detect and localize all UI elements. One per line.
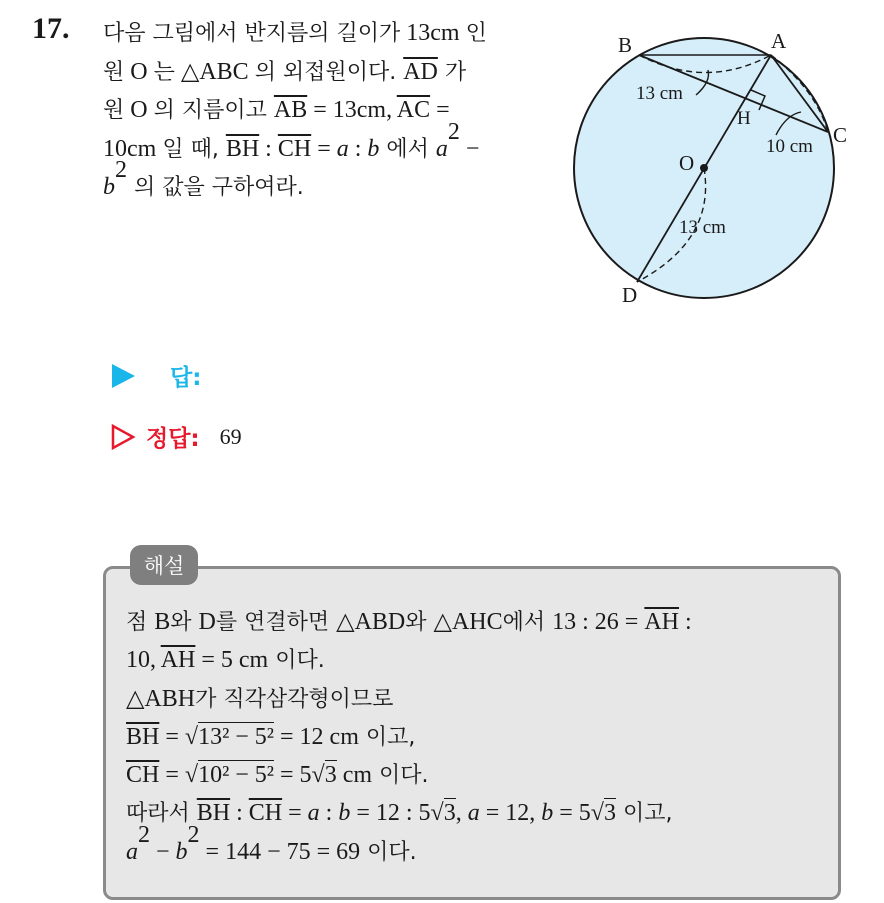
math: = 5 xyxy=(553,800,591,827)
text: 원 xyxy=(103,98,125,123)
label-d: D xyxy=(622,283,638,307)
problem-text xyxy=(103,14,548,207)
math: B xyxy=(154,609,171,635)
problem-line-1 xyxy=(103,14,548,53)
solution-line-6 xyxy=(126,794,836,832)
math: = 13cm, xyxy=(307,97,397,123)
segment-ch: $\overline{CH}$ xyxy=(277,135,312,162)
problem-number: 17. xyxy=(32,12,70,45)
text: 에서 xyxy=(379,136,436,162)
radicand: 3 xyxy=(603,800,616,827)
var-b: b xyxy=(103,174,115,200)
math: = xyxy=(311,135,337,162)
problem-line-2 xyxy=(103,53,548,92)
math: : xyxy=(348,135,368,162)
label-b: B xyxy=(618,33,633,57)
segment-ch: $\overline{CH}$ xyxy=(248,800,283,827)
exponent: 2 xyxy=(138,821,150,848)
label-h: H xyxy=(737,108,751,129)
math: = 12 : 5 xyxy=(350,800,431,827)
var-a: a xyxy=(336,135,349,162)
math: △ABH xyxy=(126,685,196,712)
text: 가 xyxy=(444,59,467,85)
outline-triangle-icon xyxy=(110,423,136,451)
segment-bh: $\overline{BH}$ xyxy=(126,723,160,750)
correct-answer-row xyxy=(110,420,242,453)
math: 13cm xyxy=(400,20,466,46)
math: √ xyxy=(430,800,444,827)
answer-row xyxy=(110,359,201,392)
text: 는 xyxy=(153,59,175,85)
length-ac: 10 cm xyxy=(766,136,813,157)
problem-line-3 xyxy=(103,91,548,130)
segment-ab: $\overline{AB}$ xyxy=(273,97,308,123)
text: 에서 xyxy=(502,610,553,635)
math: √ xyxy=(590,800,604,827)
segment-bh: $\overline{BH}$ xyxy=(225,135,260,162)
math: : xyxy=(319,800,339,827)
play-triangle-icon xyxy=(110,363,136,389)
exponent: 2 xyxy=(447,118,460,145)
var-b: b xyxy=(367,135,380,162)
text: 따라서 xyxy=(126,801,197,827)
math: △ABD xyxy=(336,609,406,635)
math: = 5 cm xyxy=(195,647,269,674)
label-o: O xyxy=(679,151,695,175)
solution-text xyxy=(126,603,836,871)
math: = √ xyxy=(159,762,199,789)
radicand: 13² − 5² xyxy=(198,723,274,750)
text: 를 연결하면 xyxy=(215,610,337,635)
solution-line-1 xyxy=(126,603,836,641)
center-o-dot xyxy=(700,164,708,172)
text: 이고, xyxy=(358,724,416,750)
text: 이다. xyxy=(360,839,417,865)
exponent: 2 xyxy=(115,157,127,184)
answer-label: 답: xyxy=(170,365,202,391)
solution-tag: 해설 xyxy=(130,545,198,585)
correct-answer-label: 정답: xyxy=(146,426,200,452)
segment-ah: $\overline{AH}$ xyxy=(644,609,680,635)
text: 와 xyxy=(405,610,434,635)
text: 와 xyxy=(170,610,199,635)
text: 의 외접원이다. xyxy=(254,59,397,85)
math: O xyxy=(124,58,154,85)
radicand: 3 xyxy=(443,800,456,827)
correct-answer-value: 69 xyxy=(219,423,242,449)
text: 의 값을 구하여라. xyxy=(127,175,304,200)
math: : xyxy=(679,609,692,635)
solution-line-4 xyxy=(126,718,836,756)
math: − xyxy=(150,838,176,865)
segment-bh: $\overline{BH}$ xyxy=(196,800,231,827)
text: 가 직각삼각형이므로 xyxy=(195,686,394,712)
math: = 12 cm xyxy=(274,723,359,750)
length-od: 13 cm xyxy=(679,217,726,238)
radicand: 3 xyxy=(324,762,337,789)
math: = 144 − 75 = 69 xyxy=(199,838,361,865)
radicand: 10² − 5² xyxy=(198,762,274,789)
text: 인 xyxy=(465,21,487,46)
solution-line-7 xyxy=(126,821,836,871)
math: 13 : 26 = xyxy=(552,609,645,635)
circle-diagram xyxy=(566,20,866,320)
math: 10cm xyxy=(103,135,163,162)
math: = 12, xyxy=(479,800,542,827)
math: √ xyxy=(311,762,325,789)
text: 일 때, xyxy=(162,136,219,162)
label-a: A xyxy=(771,29,787,53)
math: : xyxy=(259,135,278,162)
text: 의 지름이고 xyxy=(153,98,267,123)
segment-ch: $\overline{CH}$ xyxy=(126,762,160,789)
math: = 5 xyxy=(274,762,312,789)
problem-line-4 xyxy=(103,118,548,169)
math: △AHC xyxy=(433,609,503,635)
text: 이다. xyxy=(372,763,429,789)
math: 10, xyxy=(126,647,161,674)
math: , xyxy=(455,800,468,827)
text: 이고, xyxy=(615,801,673,827)
text: 다음 그림에서 반지름의 길이가 xyxy=(103,21,401,46)
math: cm xyxy=(336,762,373,789)
var-a: a xyxy=(307,800,320,827)
math: − xyxy=(459,135,480,162)
solution-line-5 xyxy=(126,756,836,794)
solution-line-2 xyxy=(126,641,836,679)
segment-ad: $\overline{AD}$ xyxy=(403,58,438,85)
length-ab: 13 cm xyxy=(636,83,683,104)
segment-ah: $\overline{AH}$ xyxy=(160,647,196,674)
math: : xyxy=(230,800,249,827)
problem-line-5 xyxy=(103,157,548,207)
solution-line-3 xyxy=(126,680,836,718)
text: 점 xyxy=(126,610,155,635)
math: △ABC xyxy=(174,58,255,85)
math: = xyxy=(430,97,450,123)
segment-ac: $\overline{AC}$ xyxy=(396,97,431,123)
var-b: b xyxy=(175,838,188,865)
math: D xyxy=(198,609,216,635)
var-a: a xyxy=(126,838,138,865)
var-b: b xyxy=(541,800,554,827)
var-a: a xyxy=(467,800,480,827)
var-b: b xyxy=(338,800,351,827)
label-c: C xyxy=(833,123,848,147)
math: = √ xyxy=(159,723,199,750)
text: 이다. xyxy=(268,648,325,674)
var-a: a xyxy=(435,135,448,162)
exponent: 2 xyxy=(187,821,200,848)
math: = xyxy=(282,800,308,827)
math: O xyxy=(124,97,154,123)
text: 원 xyxy=(103,59,125,85)
